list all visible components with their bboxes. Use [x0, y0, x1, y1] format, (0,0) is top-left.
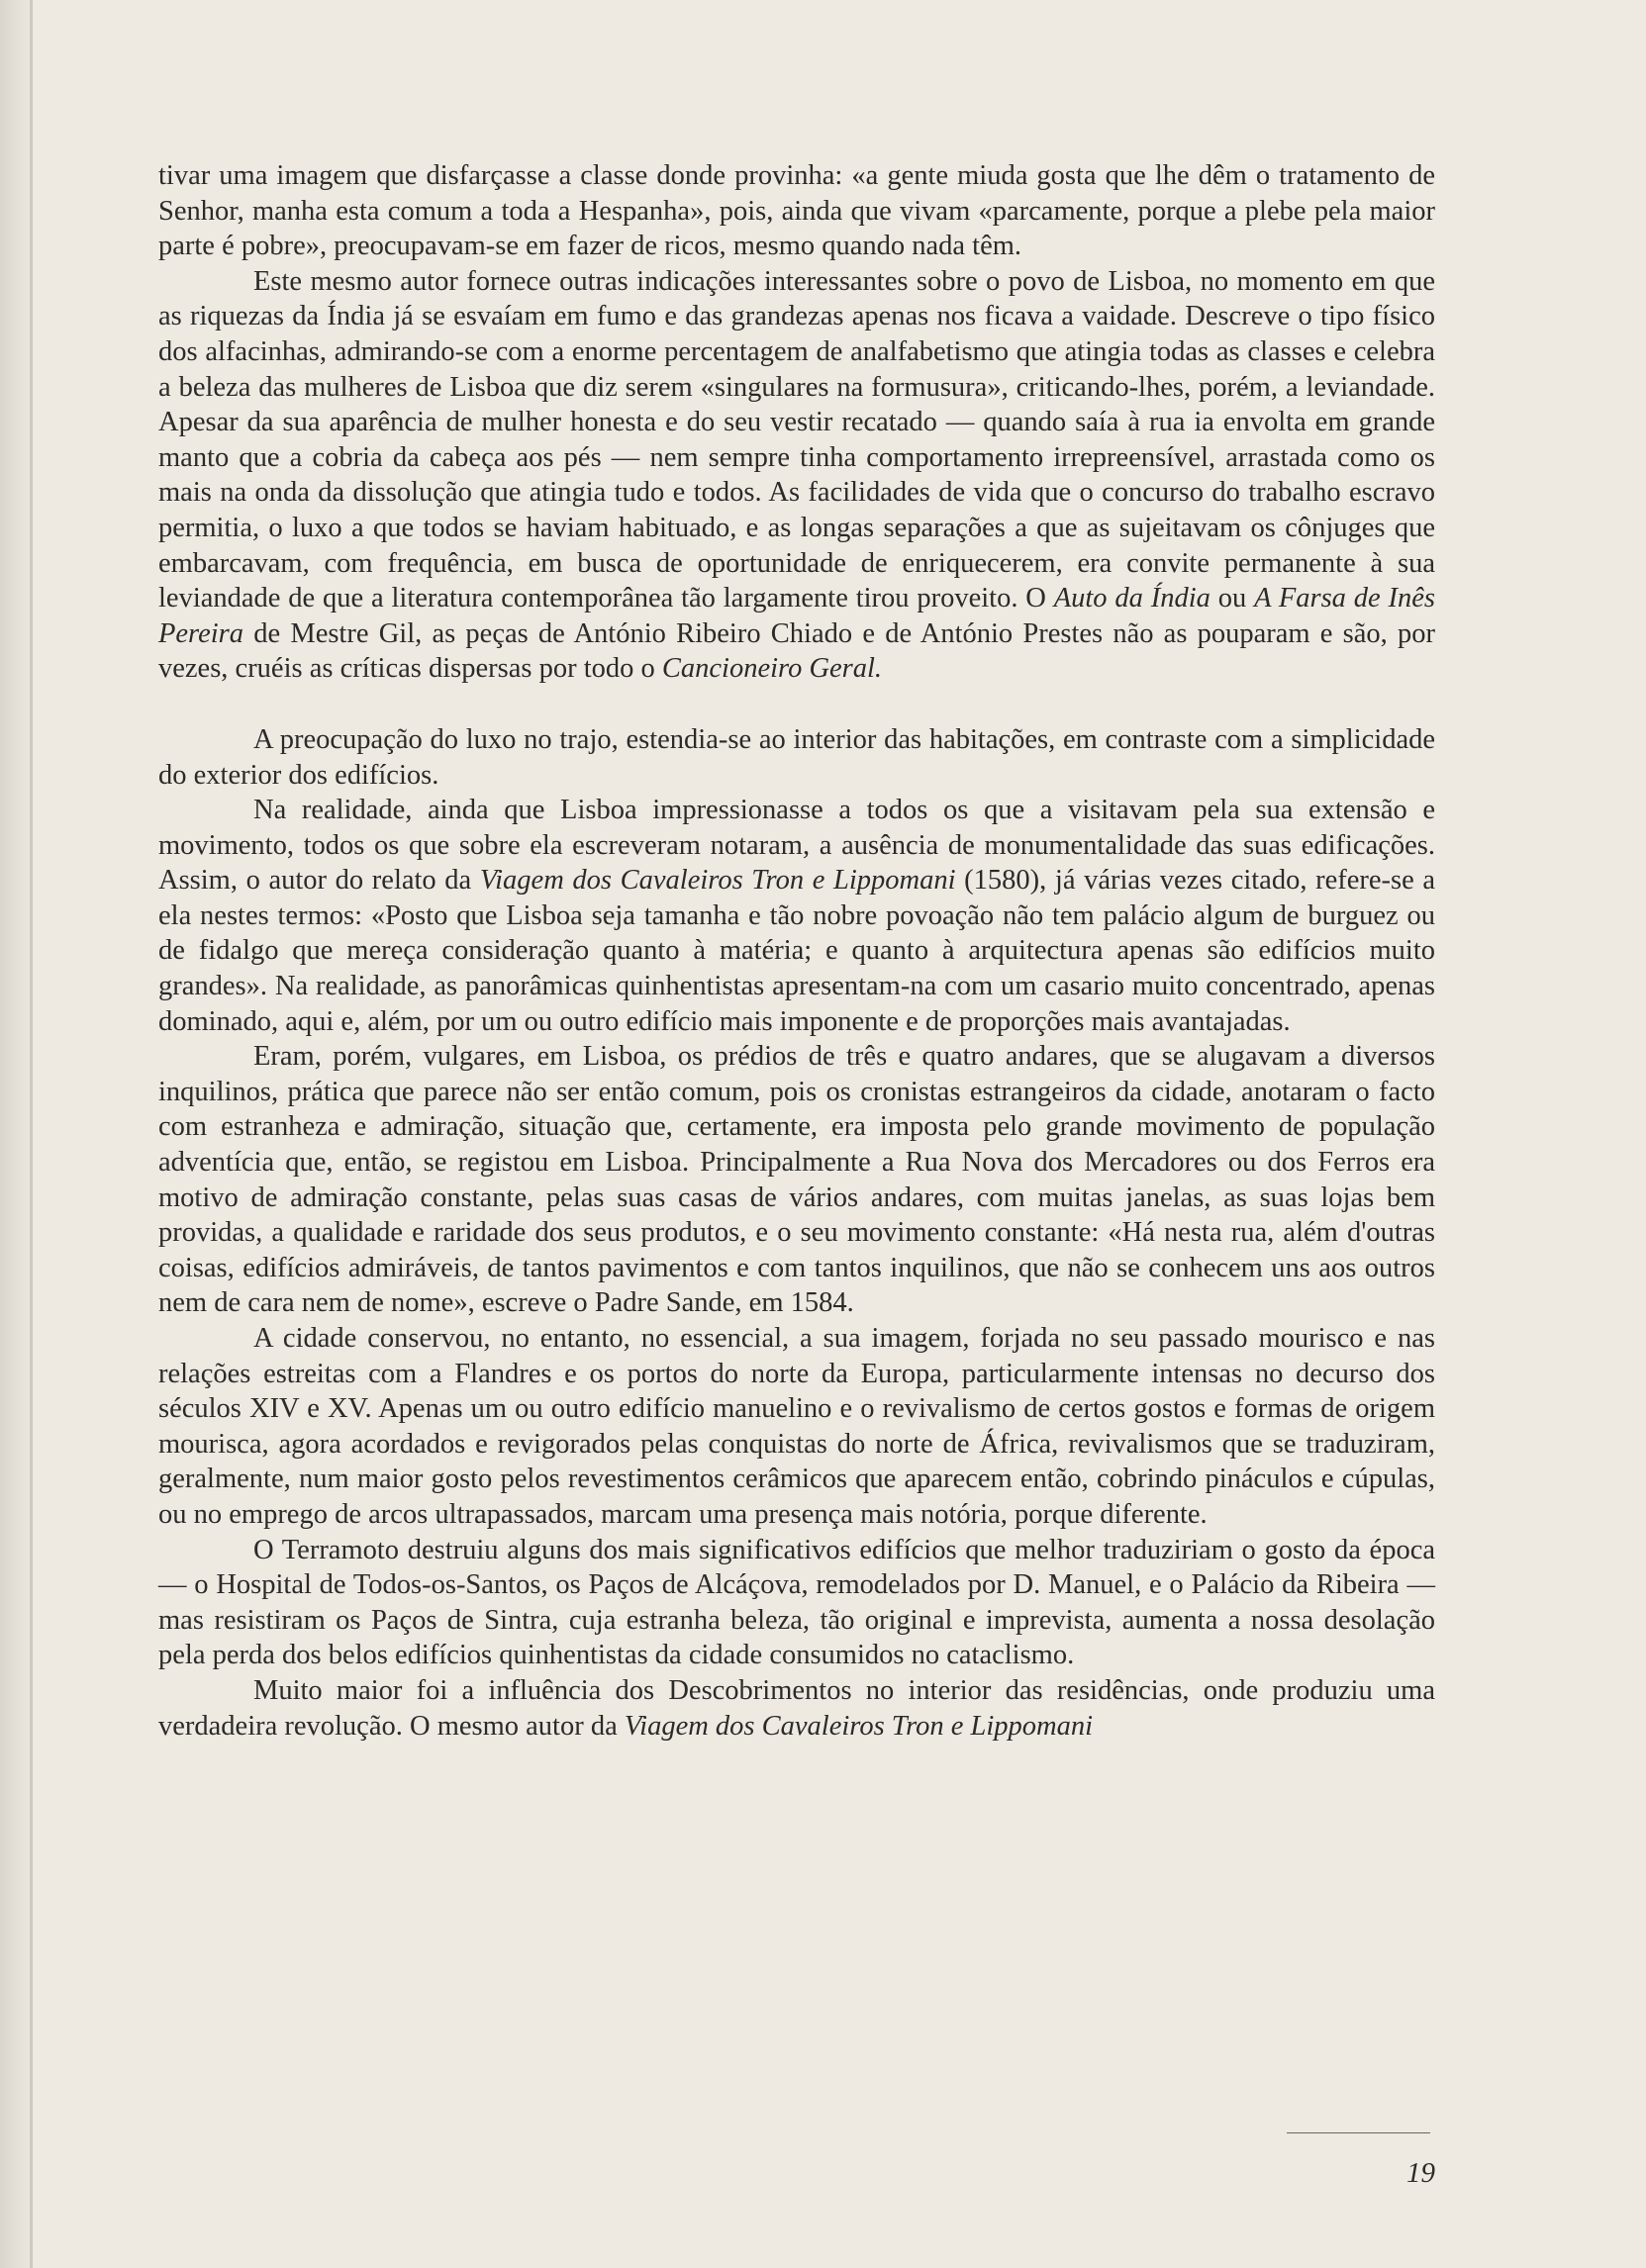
page-number: 19	[1406, 2157, 1435, 2189]
paragraph-7: O Terramoto destruiu alguns dos mais significativos edifícios que melhor traduziriam o gosto da época — o Hospital de Todos-os-Santos, os Paços de Alcáçova, remodelados por D. Manuel, e o Palácio da Ribeira — mas resistiram os Paços de Sintra, cuja estranha beleza, tão original e imprevista, aumenta a nossa desolação pela perda dos belos edifícios quinhentistas da cidade consumidos no cataclismo.	[158, 1534, 1435, 1671]
paragraph-4: Na realidade, ainda que Lisboa impressionasse a todos os que a visitavam pela sua extensão e movimento, todos os que sobre ela escreveram notaram, a ausência de monumentalidade das suas edificações. Assim, o autor do relato da Viagem dos Cavaleiros Tron e Lippomani (1580), já várias vezes citado, refere-se a ela nestes termos: «Posto que Lisboa seja tamanha e tão nobre povoação não tem palácio algum de burguez ou de fidalgo que mereça consideração quanto à matéria; e quanto à arquitectura apenas são edifícios muito grandes». Na realidade, as panorâmicas quinhentistas apresentam-na com um casario muito concentrado, apenas dominado, aqui e, além, por um ou outro edifício mais imponente e de proporções mais avantajadas.	[158, 795, 1436, 1037]
title-farsa-ines-pereira: A Farsa de Inês Pereira	[158, 583, 1435, 649]
title-viagem-cavaleiros-2: Viagem dos Cavaleiros Tron e Lippomani	[624, 1710, 1094, 1742]
title-auto-da-india: Auto da Índia	[1053, 583, 1210, 614]
title-viagem-cavaleiros: Viagem dos Cavaleiros Tron e Lippomani	[479, 865, 956, 897]
paragraph-6: A cidade conservou, no entanto, no essencial, a sua imagem, forjada no seu passado mourisco e nas relações estreitas com a Flandres e os portos do norte da Europa, particularmente intensas no decurso dos séculos XIV e XV. Apenas um ou outro edifício manuelino e o revivalismo de certos gostos e formas de origem mourisca, agora acordados e revigorados pelas conquistas do norte de África, revivalismos que se traduziram, geralmente, num maior gosto pelos revestimentos cerâmicos que aparecem então, cobrindo pináculos e cúpulas, ou no emprego de arcos ultrapassados, marcam uma presença mais notória, porque diferente.	[158, 1323, 1435, 1530]
paragraph-1: tivar uma imagem que disfarçasse a classe donde provinha: «a gente miuda gosta que lhe dêm o tratamento de Senhor, manha esta comum a toda a Hespanha», pois, ainda que vivam «parcamente, porque a plebe pela maior parte é pobre», preocupavam-se em fazer de ricos, mesmo quando nada têm.	[158, 160, 1435, 262]
gutter-line	[30, 0, 33, 2268]
paragraph-3: A preocupação do luxo no trajo, estendia-se ao interior das habitações, em contraste com a simplicidade do exterior dos edifícios.	[158, 723, 1435, 791]
paragraph-2: Este mesmo autor fornece outras indicações interessantes sobre o povo de Lisboa, no momento em que as riquezas da Índia já se esvaíam em fumo e das grandezas apenas nos ficava a vaidade. Descreve o tipo físico dos alfacinhas, admirando-se com a enorme percentagem de analfabetismo que atingia todas as classes e celebra a beleza das mulheres de Lisboa que diz serem «singulares na formusura», criticando-lhes, porém, a leviandade. Apesar da sua aparência de mulher honesta e do seu vestir recatado — quando saía à rua ia envolta em grande manto que a cobria da cabeça aos pés — nem sempre tinha comportamento irrepreensível, arrastada como os mais na onda da dissolução que atingia tudo e todos. As facilidades de vida que o concurso do trabalho escravo permitia, o luxo a que todos se haviam habituado, e as longas separações a que as sujeitavam os cônjuges que embarcavam, com frequência, em busca de oportunidade de enriquecerem, era convite permanente à sua leviandade de que a literatura contemporânea tão largamente tirou proveito. O Auto da Índia ou A Farsa de Inês Pereira de Mestre Gil, as peças de António Ribeiro Chiado e de António Prestes não as pouparam e são, por vezes, cruéis as críticas dispersas por todo o Cancioneiro Geral.	[158, 265, 1435, 685]
paragraph-8: Muito maior foi a influência dos Descobrimentos no interior das residências, onde produziu uma verdadeira revolução. O mesmo autor da Viagem dos Cavaleiros Tron e Lippomani	[158, 1674, 1435, 1742]
page-body	[158, 158, 1435, 1744]
book-spine-shadow	[0, 0, 34, 2268]
paragraph-5: Eram, porém, vulgares, em Lisboa, os prédios de três e quatro andares, que se alugavam a diversos inquilinos, prática que parece não ser então comum, pois os cronistas estrangeiros da cidade, anotaram o facto com estranheza e admiração, situação que, certamente, era imposta pelo grande movimento de população adventícia que, então, se registou em Lisboa. Principalmente a Rua Nova dos Mercadores ou dos Ferros era motivo de admiração constante, pelas suas casas de vários andares, com muitas janelas, as suas lojas bem providas, a qualidade e raridade dos seus produtos, e o seu movimento constante: «Há nesta rua, além d'outras coisas, edifícios admiráveis, de tantos pavimentos e com tantos inquilinos, que não se conhecem uns aos outros nem de cara nem de nome», escreve o Padre Sande, em 1584.	[158, 1041, 1435, 1319]
footer-rule	[1287, 2132, 1430, 2133]
title-cancioneiro-geral: Cancioneiro Geral.	[661, 653, 883, 685]
